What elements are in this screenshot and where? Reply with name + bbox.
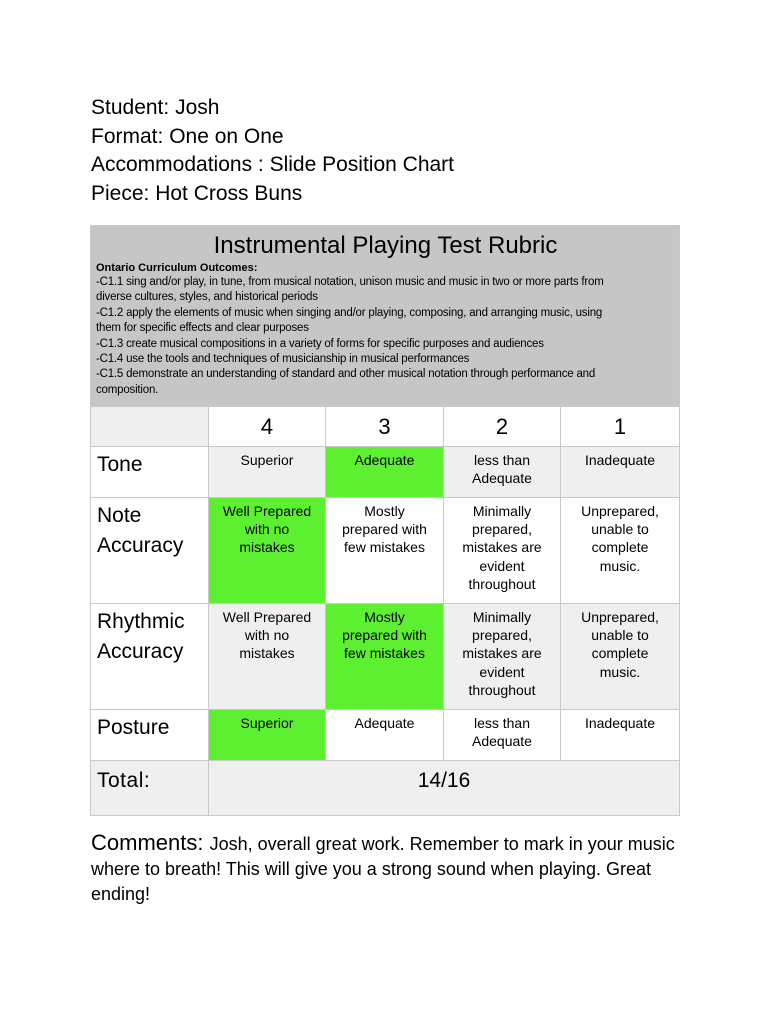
cell-text: Superior — [240, 715, 294, 731]
cell-text: with no — [244, 627, 290, 644]
criterion-label-line: Accuracy — [97, 640, 184, 663]
format-value: One on One — [169, 124, 284, 148]
note-accuracy-cell-4-selected — [209, 498, 326, 604]
comments-section — [91, 830, 691, 907]
cell-text: Minimally — [472, 503, 532, 519]
cell-text: Superior — [240, 452, 294, 468]
criterion-label-line: Rhythmic — [97, 610, 185, 633]
cell-text: unable to — [591, 627, 649, 644]
rhythmic-accuracy-cell-1 — [561, 604, 680, 710]
rhythmic-accuracy-cell-2 — [444, 604, 561, 710]
cell-text: few mistakes — [344, 539, 425, 556]
tone-cell-3-selected — [326, 447, 444, 498]
total-row — [91, 761, 680, 816]
criterion-label-note-accuracy — [91, 498, 209, 604]
tone-cell-2 — [444, 447, 561, 498]
posture-cell-3 — [326, 710, 444, 761]
criterion-row-posture — [91, 710, 680, 761]
outcome-line: -C1.4 use the tools and techniques of musicianship in musical performances — [96, 353, 470, 366]
outcome-line: composition. — [96, 383, 159, 396]
score-header-3: 3 — [326, 407, 444, 447]
score-header-4: 4 — [209, 407, 326, 447]
cell-text: Mostly — [364, 503, 405, 519]
piece-value: Hot Cross Buns — [155, 181, 303, 205]
posture-cell-2 — [444, 710, 561, 761]
rhythmic-accuracy-cell-4 — [209, 604, 326, 710]
rhythmic-accuracy-cell-3-selected — [326, 604, 444, 710]
note-accuracy-cell-1 — [561, 498, 680, 604]
score-header-2: 2 — [444, 407, 561, 447]
cell-text: prepared, — [472, 521, 532, 538]
cell-text: Minimally — [472, 609, 532, 625]
criterion-row-note-accuracy — [91, 498, 680, 604]
comments-text: Josh, overall great work. Remember to mark in your music where to breath! This will give you a strong sound when playing. Great ending! — [91, 834, 675, 904]
comments-label: Comments: — [91, 830, 210, 855]
cell-text: prepared, — [472, 627, 532, 644]
score-header-row — [91, 407, 680, 447]
criterion-label-line: Posture — [97, 716, 170, 739]
cell-text: mistakes — [239, 539, 295, 556]
cell-text: throughout — [468, 681, 536, 698]
cell-text: Adequate — [354, 452, 415, 468]
student-value: Josh — [175, 96, 220, 119]
cell-text: Well Prepared — [222, 503, 312, 519]
accommodations-label: Accommodations : — [91, 153, 270, 176]
cell-text: music. — [599, 557, 641, 574]
note-accuracy-cell-2 — [444, 498, 561, 604]
criterion-row-tone — [91, 447, 680, 498]
posture-cell-4-selected — [209, 710, 326, 761]
total-score: 14/16 — [209, 761, 680, 816]
rubric-header-cell — [91, 226, 680, 407]
student-info — [91, 94, 691, 208]
score-header-1: 1 — [561, 407, 680, 447]
rubric-table — [90, 225, 680, 816]
criterion-label-rhythmic-accuracy — [91, 604, 209, 710]
cell-text: with no — [244, 521, 290, 538]
cell-text: music. — [599, 663, 641, 680]
cell-text: few mistakes — [344, 645, 425, 662]
posture-cell-1 — [561, 710, 680, 761]
cell-text: Adequate — [354, 715, 415, 731]
piece-line — [91, 180, 691, 209]
note-accuracy-cell-3 — [326, 498, 444, 604]
cell-text: Unprepared, — [581, 609, 659, 625]
outcome-line: -C1.5 demonstrate an understanding of standard and other musical notation through performance and — [96, 368, 596, 381]
cell-text: throughout — [468, 575, 536, 592]
cell-text: less than — [473, 452, 531, 468]
tone-cell-1 — [561, 447, 680, 498]
cell-text: Adequate — [472, 733, 532, 750]
cell-text: mistakes — [239, 645, 295, 662]
cell-text: prepared with — [342, 627, 427, 644]
cell-text: Mostly — [364, 609, 405, 625]
rubric-title: Instrumental Playing Test Rubric — [213, 232, 558, 259]
outcome-line: -C1.3 create musical compositions in a variety of forms for specific purposes and audiences — [96, 337, 544, 350]
student-label: Student: — [91, 96, 176, 119]
criterion-label-line: Tone — [97, 453, 143, 476]
cell-text: unable to — [591, 521, 649, 538]
cell-text: complete — [591, 645, 649, 662]
outcome-line: diverse cultures, styles, and historical periods — [96, 291, 318, 304]
cell-text: Unprepared, — [581, 503, 659, 519]
format-label: Format: — [91, 124, 170, 148]
cell-text: evident — [479, 663, 525, 680]
criterion-label-line: Accuracy — [97, 534, 184, 557]
accommodations-value: Slide Position Chart — [269, 153, 455, 176]
outcome-line: them for specific effects and clear purposes — [96, 322, 309, 335]
student-line — [91, 94, 691, 123]
cell-text: Inadequate — [584, 715, 656, 731]
tone-cell-4 — [209, 447, 326, 498]
outcome-line: -C1.1 sing and/or play, in tune, from musical notation, unison music and music in two or more parts from — [96, 276, 604, 288]
cell-text: Well Prepared — [222, 609, 312, 625]
cell-text: complete — [591, 539, 649, 556]
cell-text: evident — [479, 557, 525, 574]
criterion-row-rhythmic-accuracy — [91, 604, 680, 710]
cell-text: mistakes are — [462, 539, 542, 556]
criterion-label-tone — [91, 447, 209, 498]
cell-text: prepared with — [342, 521, 427, 538]
cell-text: Inadequate — [584, 452, 656, 468]
cell-text: less than — [473, 715, 531, 731]
corner-cell — [91, 407, 209, 447]
total-label: Total: — [91, 761, 209, 816]
format-line — [91, 123, 691, 152]
criterion-label-posture — [91, 710, 209, 761]
criterion-label-line: Note — [97, 504, 142, 527]
outcome-line: -C1.2 apply the elements of music when singing and/or playing, composing, and arranging music, using — [96, 306, 603, 319]
cell-text: Adequate — [472, 470, 532, 487]
cell-text: mistakes are — [462, 645, 542, 662]
piece-label: Piece: — [91, 181, 156, 205]
accommodations-line — [91, 151, 691, 180]
outcomes-heading: Ontario Curriculum Outcomes: — [96, 262, 258, 274]
